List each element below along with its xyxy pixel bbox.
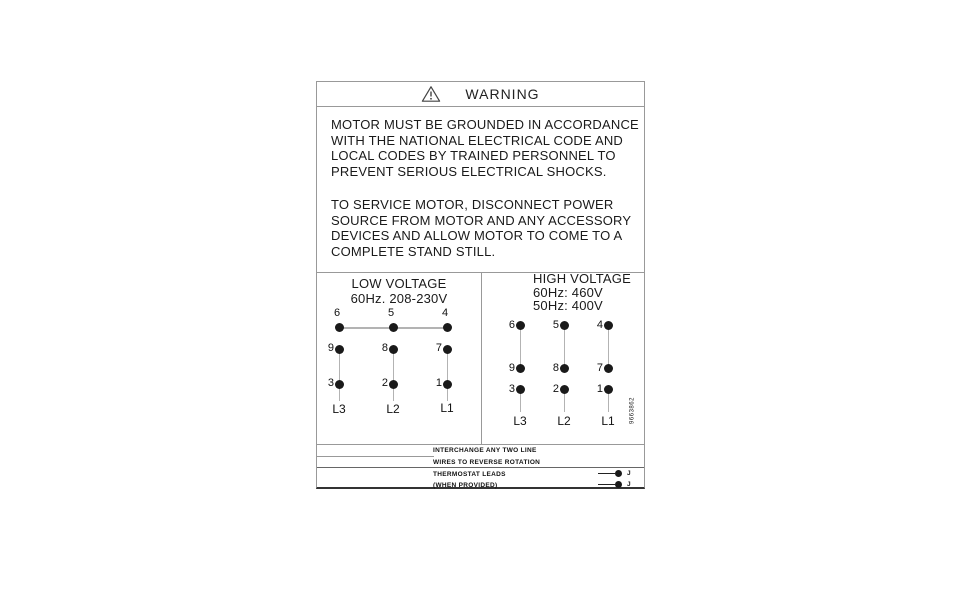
terminal-number: 8 bbox=[552, 362, 559, 374]
terminal-dot-6 bbox=[516, 321, 525, 330]
terminal-dot-9 bbox=[516, 364, 525, 373]
terminal-dot-3 bbox=[516, 385, 525, 394]
warning-text-line: COMPLETE STAND STILL. bbox=[331, 243, 496, 259]
notes-row-divider bbox=[317, 456, 434, 457]
terminal-number: 6 bbox=[333, 307, 341, 319]
line-label: L1 bbox=[601, 414, 615, 428]
terminal-dot-8 bbox=[560, 364, 569, 373]
terminal-dot-5 bbox=[389, 323, 398, 332]
thermostat-lead-dot bbox=[615, 470, 622, 477]
thermostat-note-line2: (WHEN PROVIDED) bbox=[433, 481, 498, 489]
line-label: L3 bbox=[513, 414, 527, 428]
line-label: L2 bbox=[557, 414, 571, 428]
terminal-number: 5 bbox=[387, 307, 395, 319]
warning-text-line: TO SERVICE MOTOR, DISCONNECT POWER bbox=[331, 197, 614, 212]
terminal-number: 3 bbox=[508, 382, 515, 395]
connector-line bbox=[393, 349, 395, 401]
warning-text-line: LOCAL CODES BY TRAINED PERSONNEL TO bbox=[331, 148, 616, 163]
warning-triangle-icon bbox=[421, 85, 441, 103]
notes-top-border bbox=[317, 444, 644, 445]
terminal-number: 2 bbox=[552, 382, 559, 395]
thermostat-lead-wire bbox=[598, 473, 615, 474]
terminal-number: 6 bbox=[508, 318, 515, 331]
terminal-dot-2 bbox=[389, 380, 398, 389]
high-voltage-title-line: HIGH VOLTAGE bbox=[533, 271, 631, 286]
terminal-number: 1 bbox=[435, 377, 442, 389]
lead-label-j: J bbox=[627, 470, 631, 477]
connector-line bbox=[520, 326, 522, 369]
connector-line bbox=[339, 349, 341, 401]
terminal-dot-1 bbox=[604, 385, 613, 394]
warning-text-line: DEVICES AND ALLOW MOTOR TO COME TO A bbox=[331, 228, 623, 243]
high-voltage-subtitle-50hz: 50Hz: 400V bbox=[533, 298, 603, 313]
warning-text-line: SOURCE FROM MOTOR AND ANY ACCESSORY bbox=[331, 212, 632, 228]
low-voltage-title bbox=[317, 277, 481, 306]
connector-line bbox=[608, 326, 610, 369]
terminal-dot-4 bbox=[443, 323, 452, 332]
terminal-dot-3 bbox=[335, 380, 344, 389]
connector-line bbox=[447, 349, 449, 401]
warning-header bbox=[317, 82, 644, 107]
terminal-number: 8 bbox=[381, 342, 388, 354]
thermostat-lead-dot bbox=[615, 481, 622, 488]
terminal-dot-2 bbox=[560, 385, 569, 394]
terminal-dot-5 bbox=[560, 321, 569, 330]
thermostat-top-border bbox=[317, 467, 644, 468]
high-voltage-title bbox=[533, 272, 631, 313]
warning-paragraph-2 bbox=[331, 197, 631, 259]
warning-paragraph-1 bbox=[331, 117, 639, 179]
terminal-number: 9 bbox=[508, 362, 515, 374]
rotation-note-line2: WIRES TO REVERSE ROTATION bbox=[433, 459, 541, 466]
lead-label-j: J bbox=[627, 481, 631, 488]
warning-text-line: PREVENT SERIOUS ELECTRICAL SHOCKS. bbox=[331, 163, 607, 179]
terminal-number: 7 bbox=[596, 362, 603, 374]
terminal-dot-9 bbox=[335, 345, 344, 354]
terminal-dot-4 bbox=[604, 321, 613, 330]
line-label: L2 bbox=[386, 402, 400, 416]
rotation-note-line1: INTERCHANGE ANY TWO LINE bbox=[433, 447, 537, 454]
line-label: L3 bbox=[332, 402, 346, 416]
high-voltage-subtitle-60hz: 60Hz: 460V bbox=[533, 284, 603, 300]
terminal-number: 1 bbox=[596, 382, 603, 395]
terminal-number: 7 bbox=[435, 342, 442, 354]
terminal-number: 5 bbox=[552, 318, 559, 331]
warning-text-line: MOTOR MUST BE GROUNDED IN ACCORDANCE bbox=[331, 117, 639, 132]
connector-line bbox=[564, 326, 566, 369]
warning-text-line: WITH THE NATIONAL ELECTRICAL CODE AND bbox=[331, 132, 623, 148]
low-voltage-title-line: LOW VOLTAGE bbox=[351, 276, 447, 291]
terminal-dot-7 bbox=[604, 364, 613, 373]
line-label: L1 bbox=[440, 401, 454, 415]
motor-warning-label bbox=[316, 81, 645, 489]
thermostat-lead-wire bbox=[598, 484, 615, 485]
terminal-number: 3 bbox=[327, 377, 334, 389]
terminal-number: 4 bbox=[441, 307, 449, 319]
terminal-dot-6 bbox=[335, 323, 344, 332]
terminal-number: 2 bbox=[381, 377, 388, 389]
terminal-dot-8 bbox=[389, 345, 398, 354]
warning-title: WARNING bbox=[465, 86, 540, 102]
divider-vertical bbox=[481, 272, 482, 444]
thermostat-note-line1: THERMOSTAT LEADS bbox=[433, 470, 506, 478]
low-voltage-subtitle: 60Hz. 208-230V bbox=[350, 290, 448, 306]
part-number: 9663862 bbox=[629, 397, 636, 424]
terminal-dot-1 bbox=[443, 380, 452, 389]
terminal-dot-7 bbox=[443, 345, 452, 354]
terminal-number: 9 bbox=[327, 342, 334, 354]
terminal-number: 4 bbox=[596, 318, 603, 331]
